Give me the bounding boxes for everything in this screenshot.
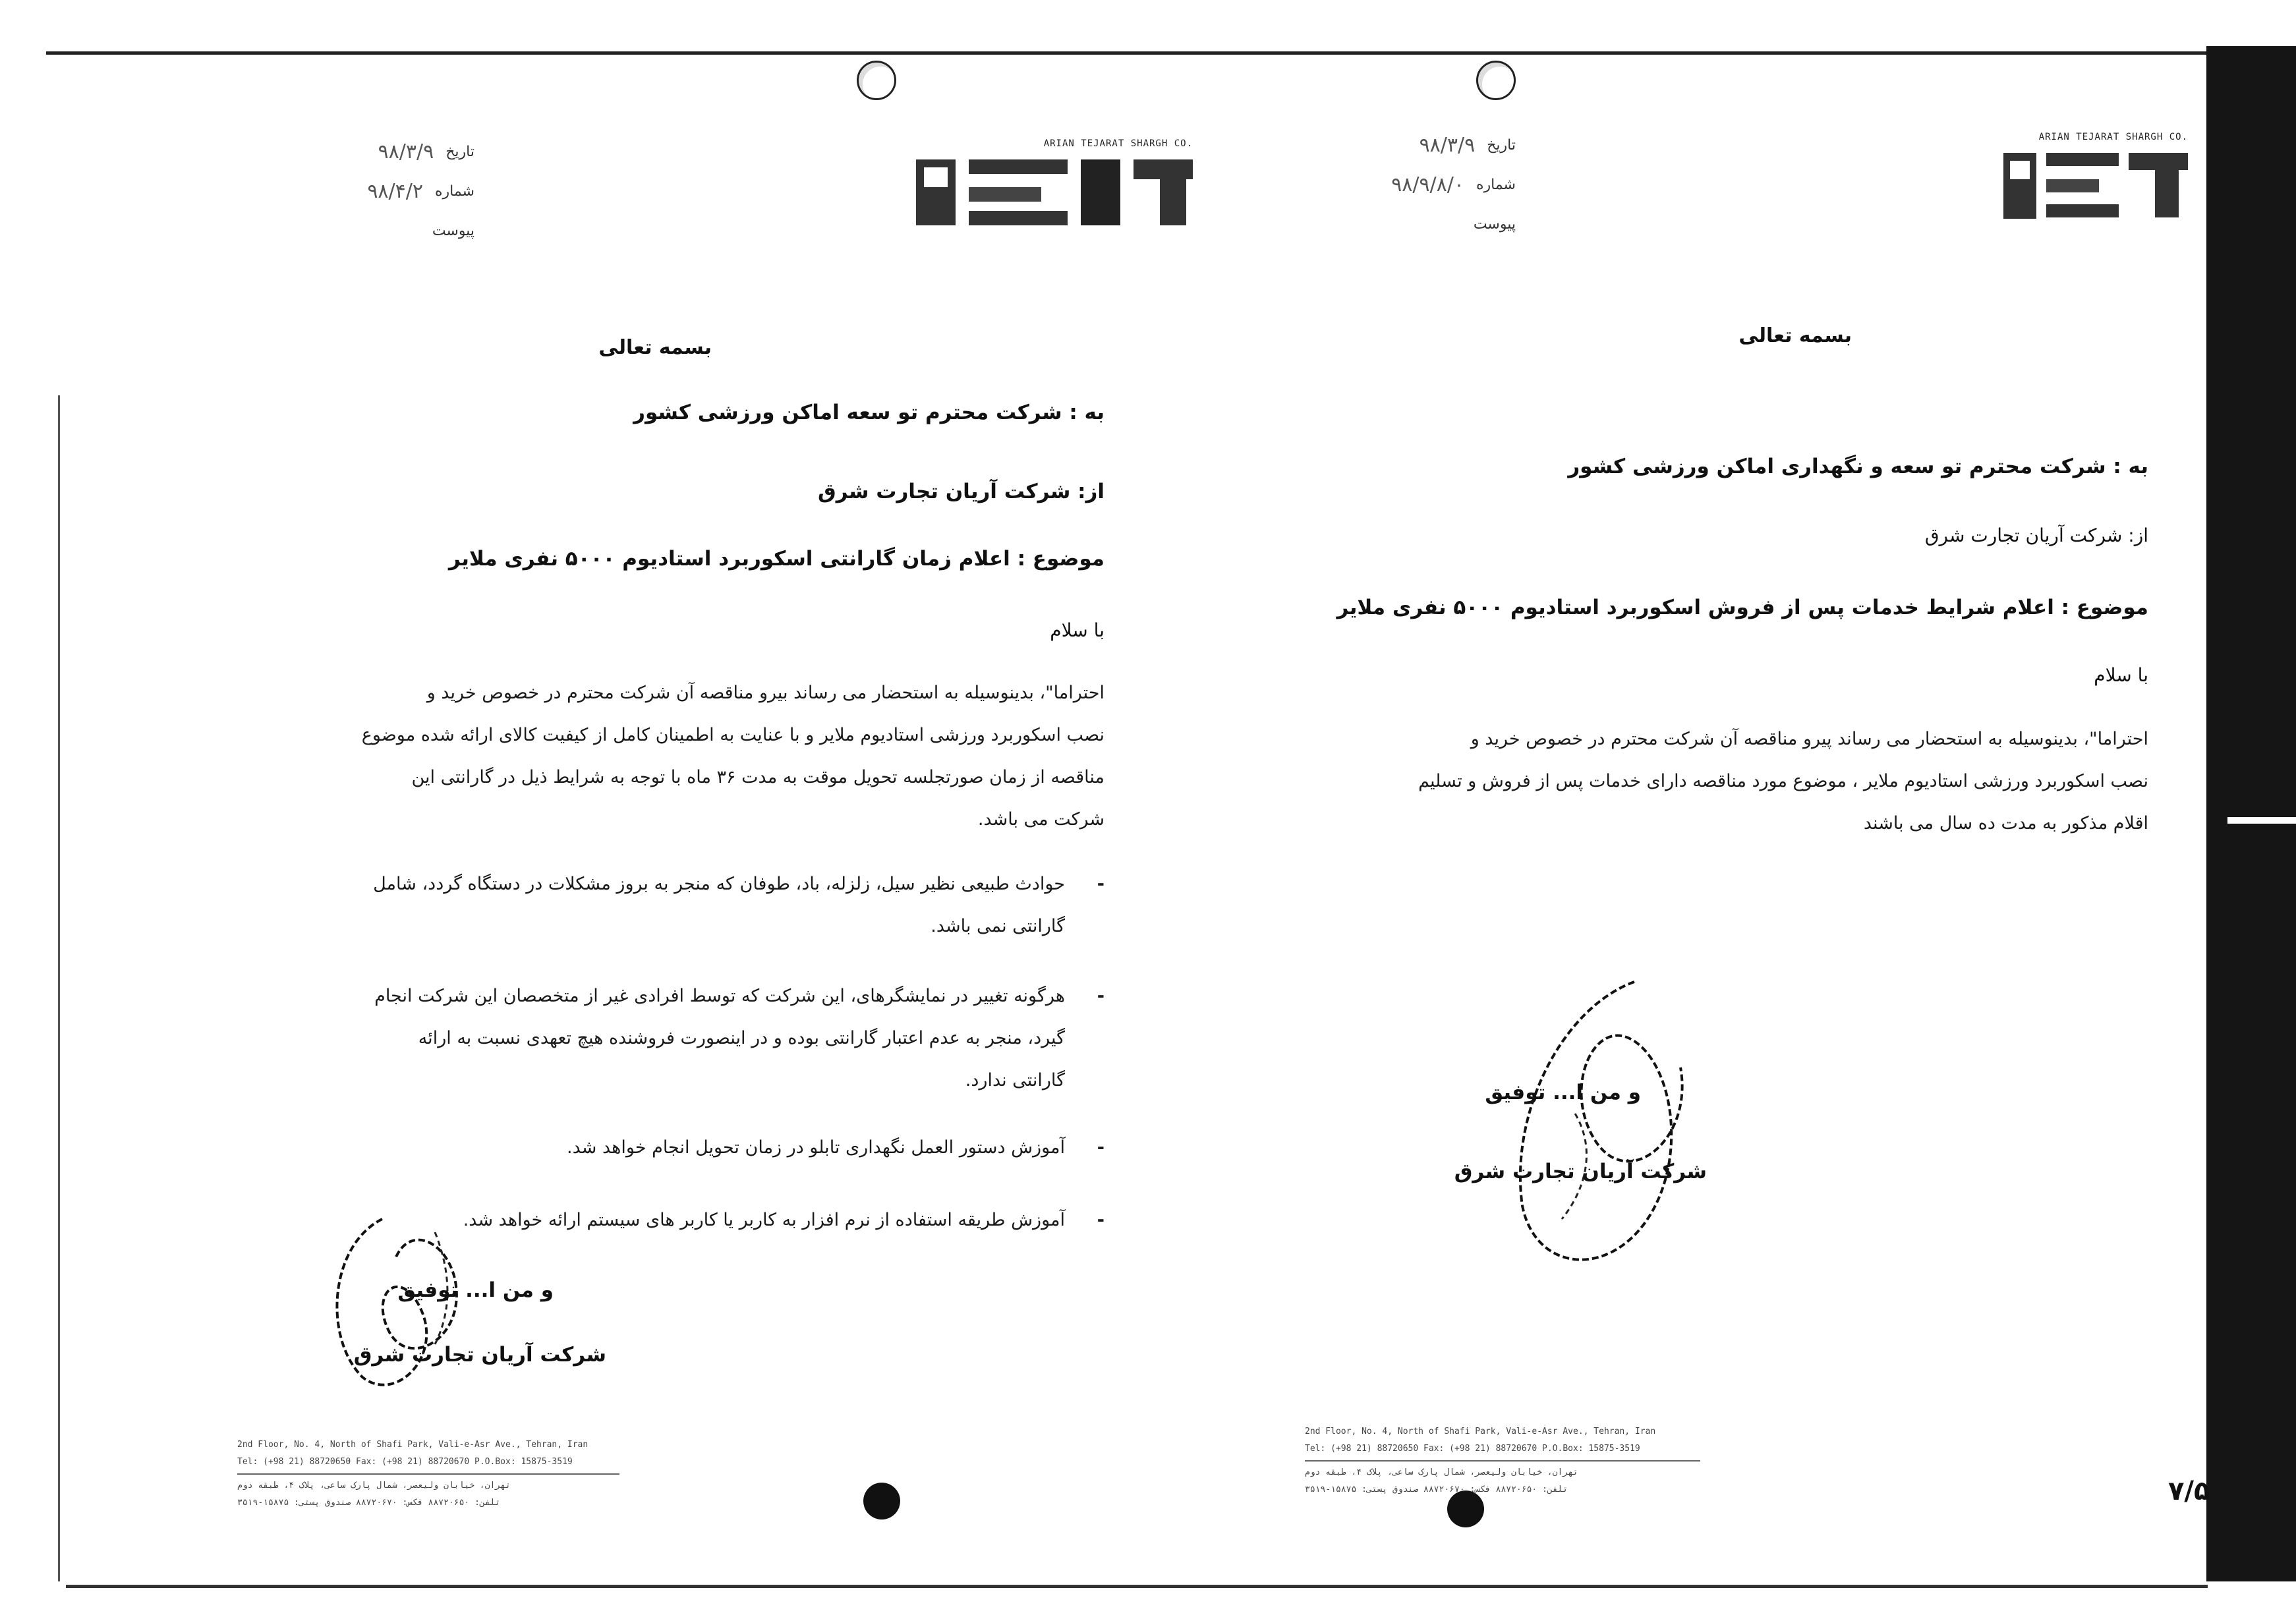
footer-address: 2nd Floor, No. 4, North of Shafi Park, Vali-e-Asr Ave., Tehran, Iran bbox=[237, 1440, 588, 1450]
subject-line: موضوع : اعلام شرایط خدمات پس از فروش اسکوربرد استادیوم ۵۰۰۰ نفری ملایر bbox=[1336, 596, 2148, 619]
bullet-line: گارانتی ندارد. bbox=[965, 1070, 1065, 1091]
scanner-strip-notch bbox=[2227, 817, 2296, 824]
signature-company: شرکت آریان تجارت شرق bbox=[353, 1343, 606, 1367]
number-label: شماره bbox=[1476, 176, 1516, 193]
attachment-label: پیوست bbox=[1473, 215, 1516, 233]
scanner-shadow-strip bbox=[2206, 46, 2296, 1581]
number-label: شماره bbox=[434, 183, 474, 200]
bullet-dash: - bbox=[1097, 986, 1105, 1006]
letter-meta bbox=[1239, 125, 1516, 244]
bullet-dash: - bbox=[1097, 874, 1105, 894]
bullet-line: آموزش طریقه استفاده از نرم افزار به کاربر یا کاربر های سیستم ارائه خواهد شد. bbox=[463, 1210, 1065, 1230]
footer-divider bbox=[1305, 1460, 1700, 1462]
sender-line: از: شرکت آریان تجارت شرق bbox=[818, 480, 1105, 503]
body-line: مناقصه از زمان صورتجلسه تحویل موقت به مدت ۳۶ ماه با توجه به شرایط ذیل در گارانتی این bbox=[411, 767, 1105, 787]
greeting-line: با سلام bbox=[1050, 619, 1105, 641]
footer-address-fa: تهران، خیابان ولیعصر، شمال پارک ساعی، پلاک ۴، طبقه دوم bbox=[1305, 1467, 1578, 1477]
body-line: شرکت می باشد. bbox=[977, 809, 1105, 830]
date-value: ۹۸/۳/۹ bbox=[1419, 133, 1476, 157]
body-line: اقلام مذکور به مدت ده سال می باشند bbox=[1863, 813, 2148, 834]
bismillah-heading: بسمه تعالی bbox=[1738, 324, 1852, 347]
signature-company: شرکت آریان تجارت شرق bbox=[1454, 1160, 1707, 1183]
bullet-line: هرگونه تغییر در نمایشگرهای، این شرکت که توسط افرادی غیر از متخصصان این شرکت انجام bbox=[374, 986, 1065, 1006]
bullet-dash: - bbox=[1097, 1137, 1105, 1158]
letter-meta bbox=[198, 132, 474, 250]
number-value: ۹۸/۴/۲ bbox=[367, 179, 423, 203]
footer-address: 2nd Floor, No. 4, North of Shafi Park, Vali-e-Asr Ave., Tehran, Iran bbox=[1305, 1427, 1656, 1436]
greeting-line: با سلام bbox=[2094, 664, 2148, 686]
warranty-condition-item bbox=[221, 863, 1105, 948]
date-label: تاریخ bbox=[1487, 136, 1516, 154]
number-value: ۹۸/۹/۸/۰ bbox=[1391, 173, 1464, 196]
closing-line: و من ا... توفیق bbox=[397, 1278, 554, 1302]
footer-contact-fa: تلفن: ۸۸۷۲۰۶۵۰ فکس: ۸۸۷۲۰۶۷۰ صندوق پستی: ۱۵۸۷۵-۳۵۱۹ bbox=[237, 1498, 501, 1508]
footer-divider bbox=[237, 1473, 619, 1475]
after-sales-letter bbox=[1239, 0, 2210, 1619]
body-paragraph bbox=[221, 672, 1105, 841]
attachment-label: پیوست bbox=[432, 222, 474, 239]
warranty-condition-item bbox=[221, 975, 1105, 1102]
date-label: تاریخ bbox=[445, 143, 474, 160]
sender-line: از: شرکت آریان تجارت شرق bbox=[1924, 525, 2148, 546]
handwritten-signature-icon bbox=[303, 1206, 514, 1404]
company-logo bbox=[1911, 132, 2188, 231]
bullet-line: آموزش دستور العمل نگهداری تابلو در زمان تحویل انجام خواهد شد. bbox=[567, 1137, 1065, 1158]
body-line: نصب اسکوربرد ورزشی استادیوم ملایر ، موضوع مورد مناقصه دارای خدمات پس از فروش و تسلیم bbox=[1418, 771, 2148, 791]
logo-text: ARIAN TEJARAT SHARGH CO. bbox=[1043, 138, 1193, 149]
body-line: احتراما"، بدینوسیله به استحضار می رساند پیرو مناقصه آن شرکت محترم در خصوص خرید و bbox=[1470, 729, 2148, 749]
logo-mark-icon bbox=[916, 154, 1193, 232]
recipient-line: به : شرکت محترم تو سعه و نگهداری اماکن ورزشی کشور bbox=[1568, 455, 2148, 478]
body-line: نصب اسکوربرد ورزشی استادیوم ملایر و با عنایت به اطمینان کامل از کیفیت کالای ارائه شده موضوع bbox=[361, 725, 1105, 745]
margin-note: ۷/۵ bbox=[2168, 1476, 2210, 1506]
bismillah-heading: بسمه تعالی bbox=[598, 336, 712, 359]
footer-contact: Tel: (+98 21) 88720650 Fax: (+98 21) 88720670 P.O.Box: 15875-3519 bbox=[1305, 1444, 1640, 1454]
body-paragraph bbox=[1239, 718, 2148, 845]
bullet-line: گیرد، منجر به عدم اعتبار گارانتی بوده و در اینصورت فروشنده هیچ تعهدی نسبت به ارائه bbox=[418, 1028, 1065, 1048]
footer-address-fa: تهران، خیابان ولیعصر، شمال پارک ساعی، پلاک ۴، طبقه دوم bbox=[237, 1481, 511, 1491]
bullet-line: حوادث طبیعی نظیر سیل، زلزله، باد، طوفان که منجر به بروز مشکلات در دستگاه گردد، شامل bbox=[373, 874, 1065, 894]
company-logo bbox=[916, 138, 1193, 237]
footer-contact-fa: تلفن: ۸۸۷۲۰۶۵۰ فکس: ۸۸۷۲۰۶۷۰ صندوق پستی: ۱۵۸۷۵-۳۵۱۹ bbox=[1305, 1485, 1568, 1494]
handwritten-signature-icon bbox=[1483, 969, 1720, 1278]
date-value: ۹۸/۳/۹ bbox=[378, 140, 434, 163]
logo-mark-icon bbox=[1911, 148, 2188, 225]
logo-text: ARIAN TEJARAT SHARGH CO. bbox=[2038, 132, 2188, 142]
footer-contact: Tel: (+98 21) 88720650 Fax: (+98 21) 88720670 P.O.Box: 15875-3519 bbox=[237, 1457, 573, 1467]
closing-line: و من ا... توفیق bbox=[1485, 1081, 1641, 1104]
warranty-condition-item bbox=[221, 1127, 1105, 1169]
recipient-line: به : شرکت محترم تو سعه اماکن ورزشی کشور bbox=[633, 401, 1105, 424]
bullet-line: گارانتی نمی باشد. bbox=[931, 916, 1065, 936]
subject-line: موضوع : اعلام زمان گارانتی اسکوربرد استادیوم ۵۰۰۰ نفری ملایر bbox=[448, 547, 1105, 571]
letter-footer bbox=[1305, 1423, 1700, 1498]
letter-footer bbox=[237, 1436, 619, 1512]
body-line: احتراما"، بدینوسیله به استحضار می رساند بیرو مناقصه آن شرکت محترم در خصوص خرید و bbox=[426, 683, 1105, 703]
bullet-dash: - bbox=[1097, 1210, 1105, 1230]
